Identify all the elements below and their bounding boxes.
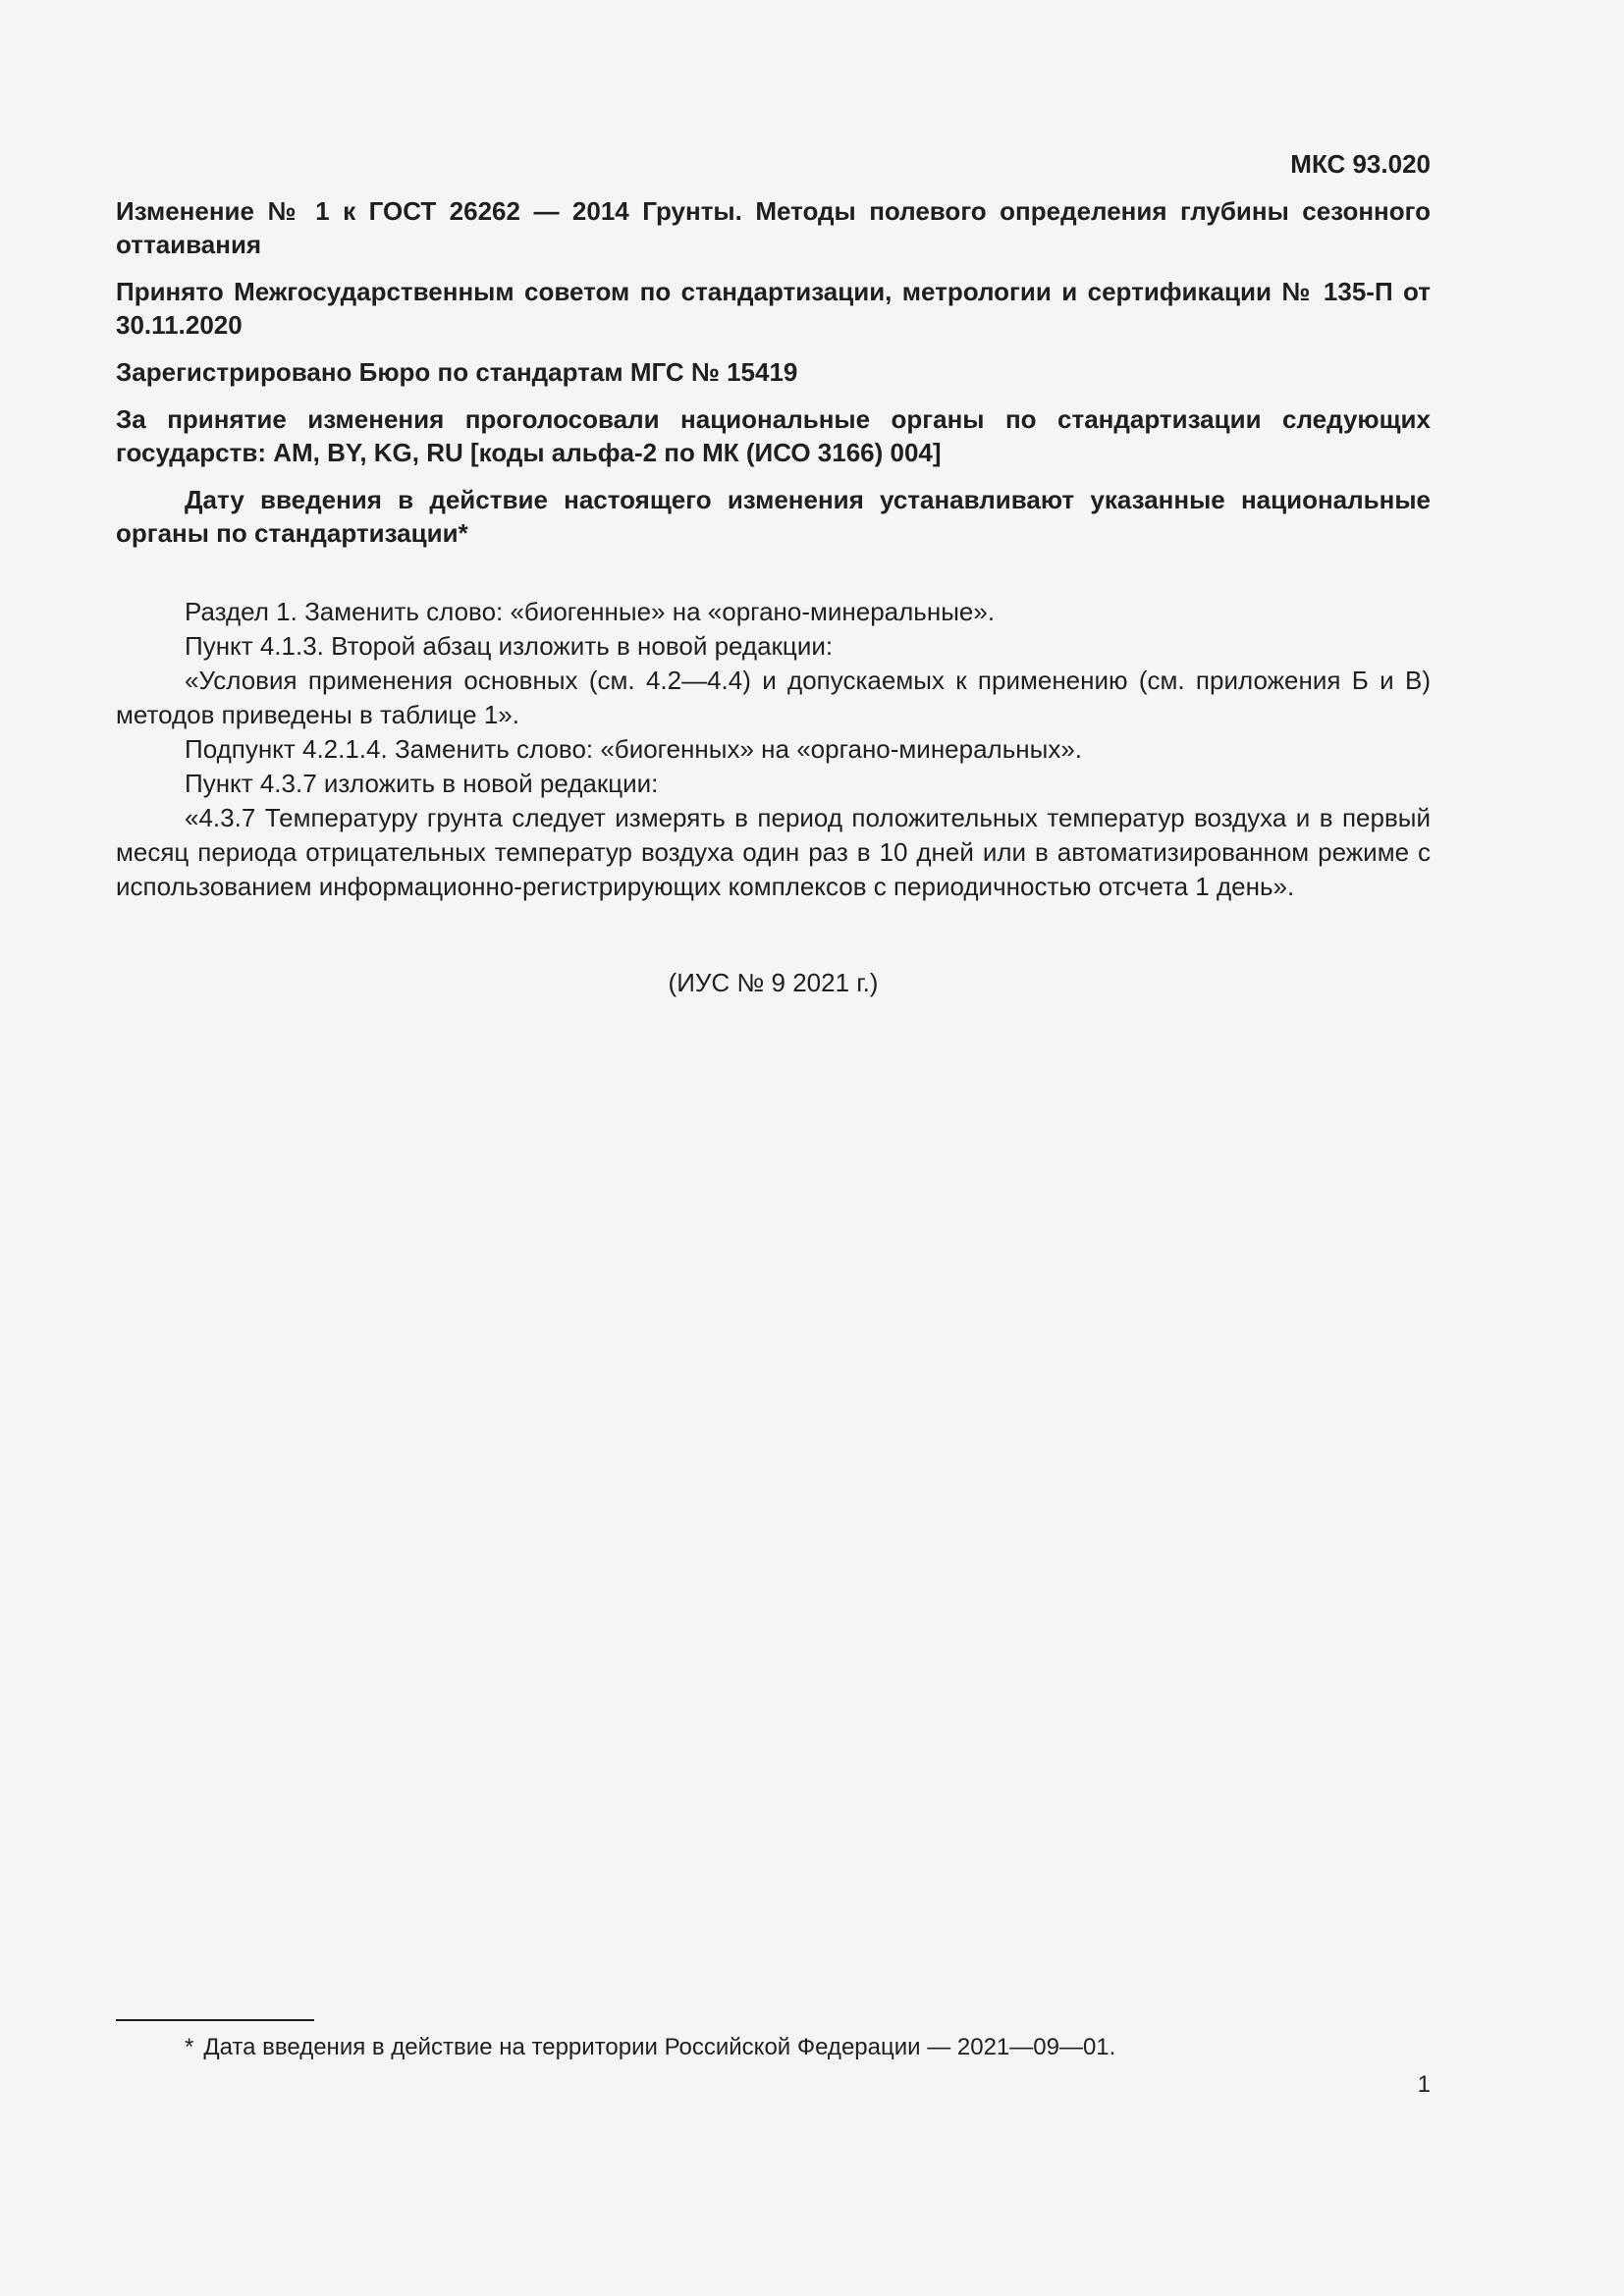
ius-reference: (ИУС № 9 2021 г.) — [668, 968, 879, 997]
body-paragraph: «4.3.7 Температуру грунта следует измерять в период положительных температур воздуха и в первый месяц периода отрицательных температур воздуха один раз в 10 дней или в автоматизированном режиме с использованием информационно-регистрирующих комплексов с периодичностью отсчета 1 день». — [116, 803, 1431, 901]
page-number: 1 — [1417, 2071, 1431, 2098]
adopted-by-statement: Принято Межгосударственным советом по стандартизации, метрологии и сертификации № 135-П от 30.11.2020 — [116, 277, 1431, 340]
body-paragraph: «Условия применения основных (см. 4.2—4.4) и допускаемых к применению (см. приложения Б и В) методов приведены в таблице 1». — [116, 666, 1431, 729]
footnote-text: Дата введения в действие на территории Российской Федерации — 2021—09—01. — [203, 2034, 1116, 2060]
registration-statement: Зарегистрировано Бюро по стандартам МГС № 15419 — [116, 357, 798, 387]
footnote-mark: * — [185, 2034, 194, 2060]
document-page — [116, 0, 1431, 2296]
document-header-block — [116, 194, 1431, 563]
body-paragraph: Раздел 1. Заменить слово: «биогенные» на «органо-минеральные». — [185, 597, 996, 626]
amendment-title: Изменение № 1 к ГОСТ 26262 — 2014 Грунты. Методы полевого определения глубины сезонного оттаивания — [116, 196, 1431, 259]
voting-statement: За принятие изменения проголосовали национальные органы по стандартизации следующих государств: AM, BY, KG, RU [коды альфа-2 по МК (ИСО 3166) 004] — [116, 404, 1431, 467]
effective-date-statement: Дату введения в действие настоящего изменения устанавливают указанные национальные органы по стандартизации* — [116, 485, 1431, 548]
body-paragraph: Подпункт 4.2.1.4. Заменить слово: «биогенных» на «органо-минеральных». — [185, 734, 1082, 764]
classification-code: МКС 93.020 — [1290, 149, 1431, 179]
footnote-divider — [116, 2019, 314, 2021]
body-paragraph: Пункт 4.3.7 изложить в новой редакции: — [185, 769, 659, 798]
amendment-body — [116, 595, 1431, 904]
footnote — [185, 2032, 1115, 2063]
body-paragraph: Пункт 4.1.3. Второй абзац изложить в новой редакции: — [185, 631, 834, 661]
